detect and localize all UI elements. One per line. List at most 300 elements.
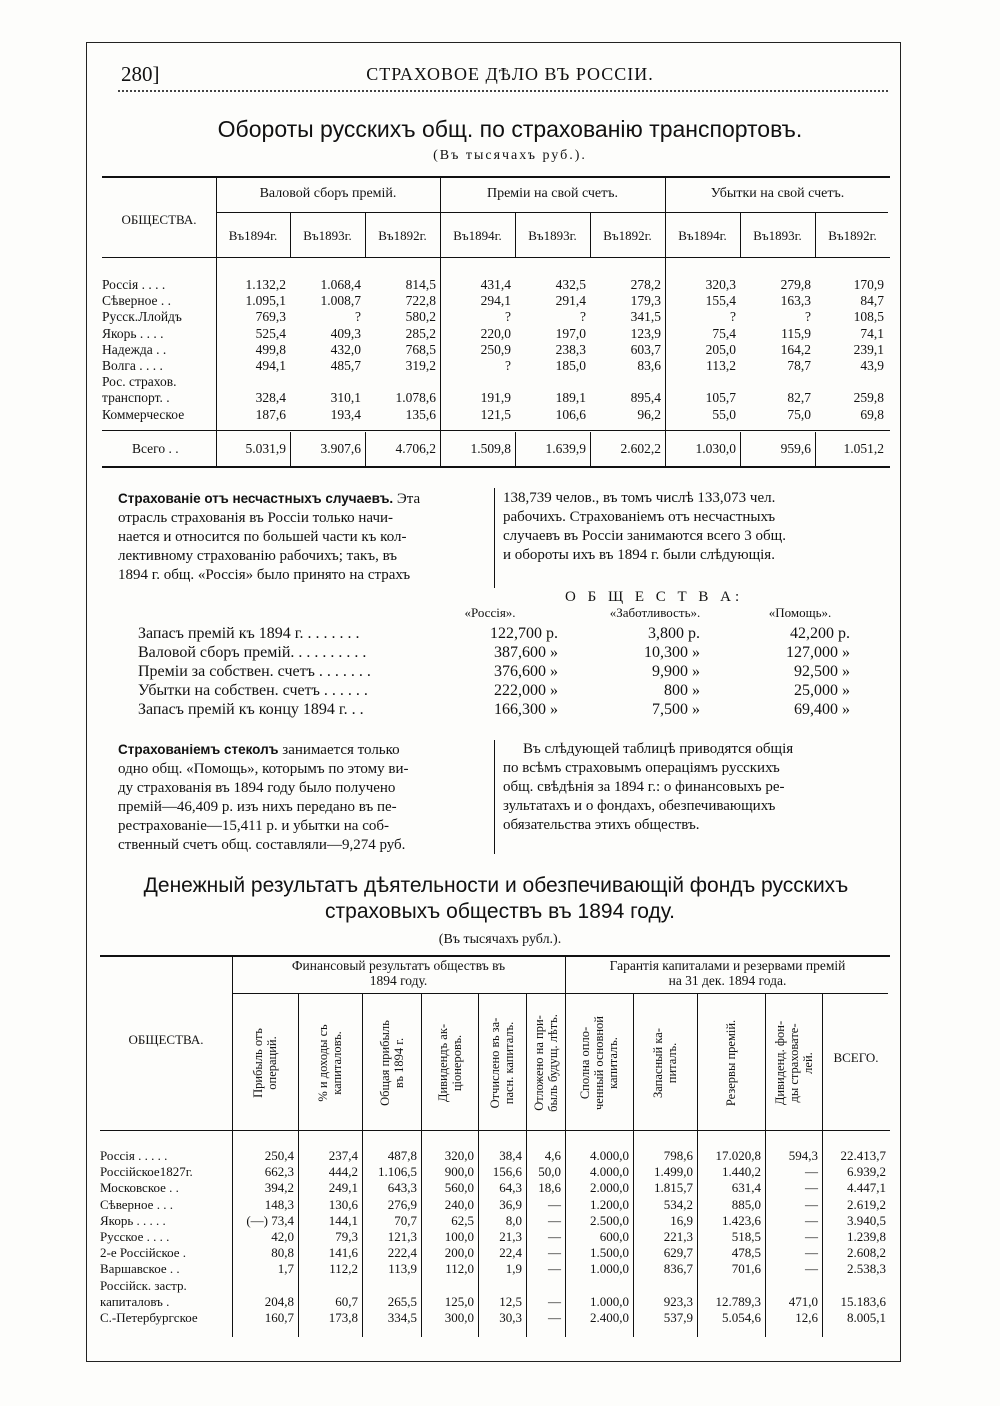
table-cell: 221,3 bbox=[663, 1229, 693, 1245]
table-cell: 60,7 bbox=[335, 1293, 358, 1309]
table-cell: — bbox=[548, 1261, 561, 1277]
table-cell: 122,700 р. bbox=[490, 625, 558, 642]
table-cell: 600,0 bbox=[599, 1229, 629, 1245]
society-name: капиталовъ . bbox=[100, 1293, 170, 1309]
table-cell bbox=[290, 374, 365, 390]
column-divider bbox=[494, 488, 495, 588]
table-cell: 300,0 bbox=[444, 1310, 474, 1326]
table-cell: — bbox=[548, 1196, 561, 1212]
table-cell: 238,3 bbox=[555, 341, 586, 357]
table1-year-header: Въ1894г. bbox=[228, 228, 278, 243]
glass-right-text: Въ слѣдующей таблицѣ приводятся общія по всѣмъ страховымъ операціямъ русскихъ общ. свѣдѣнія за 1894 г.: о финансовыхъ ре- зультатахъ и о фондахъ, обезпечивающихъ обязательства этихъ обществъ. bbox=[503, 741, 794, 833]
page-number: 280] bbox=[121, 62, 160, 86]
table-row bbox=[100, 1261, 890, 1277]
table-cell: 341,5 bbox=[630, 309, 661, 325]
table1-total-rule bbox=[102, 430, 890, 431]
table-cell: 1.499,0 bbox=[654, 1164, 693, 1180]
table-cell: 179,3 bbox=[630, 293, 661, 309]
table-cell bbox=[365, 374, 440, 390]
table1-total bbox=[102, 440, 888, 458]
table-cell: 113,9 bbox=[388, 1261, 417, 1277]
accident-right-text: 138,739 челов., въ томъ числѣ 133,073 чел. рабочихъ. Страхованіемъ отъ несчастныхъ случаевъ въ Россіи занимаются всего 3 общ. и обороты ихъ въ 1894 г. были слѣдующія. bbox=[503, 490, 786, 563]
table-cell bbox=[565, 1278, 633, 1294]
table-cell: 156,6 bbox=[492, 1164, 522, 1180]
table-cell: 409,3 bbox=[330, 325, 361, 341]
table3-group-rule bbox=[232, 993, 888, 994]
table-cell: ? bbox=[805, 309, 811, 325]
table-cell: 69,400 » bbox=[794, 701, 850, 718]
table-cell: 121,5 bbox=[480, 406, 511, 422]
table-cell: 1.509,8 bbox=[470, 441, 511, 456]
society-name: Сѣверное . . . bbox=[100, 1196, 173, 1212]
table-row bbox=[100, 1213, 890, 1229]
table-cell: 36,9 bbox=[499, 1196, 522, 1212]
table-cell: 239,1 bbox=[853, 341, 884, 357]
table-cell: 4.447,1 bbox=[847, 1180, 886, 1196]
table-cell: 135,6 bbox=[405, 406, 436, 422]
society-name: Коммерческое bbox=[102, 406, 185, 422]
table-cell: 43,9 bbox=[860, 358, 884, 374]
table3-group-guarantee: Гарантія капиталами и резервами премій на 31 дек. 1894 года. bbox=[609, 958, 846, 988]
table-cell: — bbox=[548, 1310, 561, 1326]
table-cell: 432,0 bbox=[330, 341, 361, 357]
table-cell: 4.000,0 bbox=[590, 1148, 629, 1163]
table-row bbox=[102, 342, 888, 358]
table-cell: 478,5 bbox=[731, 1245, 761, 1261]
table-cell: 594,3 bbox=[788, 1148, 818, 1163]
table-cell: 12,5 bbox=[499, 1293, 522, 1309]
table-cell: 2.619,2 bbox=[847, 1196, 886, 1212]
table3-col-header: Резервы премій. bbox=[724, 1019, 738, 1107]
table2-society: «Заботливость». bbox=[609, 605, 701, 620]
table-cell: 800 » bbox=[664, 682, 700, 699]
table-cell: 1.132,2 bbox=[245, 277, 286, 292]
table-cell bbox=[216, 374, 290, 390]
table-cell: 17.020,8 bbox=[715, 1148, 761, 1163]
table3-body bbox=[100, 1148, 890, 1326]
society-name: Варшавское . . bbox=[100, 1261, 180, 1277]
table-cell: ? bbox=[505, 358, 511, 374]
table-cell: 189,1 bbox=[555, 390, 586, 406]
table3-top-rule bbox=[100, 955, 890, 957]
table-cell: 885,0 bbox=[731, 1196, 761, 1212]
table-cell: 163,3 bbox=[780, 293, 811, 309]
accident-heading: Страхованіе отъ несчастныхъ случаевъ. bbox=[118, 491, 394, 506]
table-cell: 1.815,7 bbox=[654, 1180, 693, 1196]
row-label: Преміи за собствен. счетъ . . . . . . . bbox=[138, 663, 371, 680]
table-cell: 895,4 bbox=[630, 390, 661, 406]
society-name: Русск.Ллойдъ bbox=[102, 309, 182, 325]
table-cell bbox=[633, 1278, 697, 1294]
table-cell: 814,5 bbox=[405, 277, 436, 292]
table1-year-header: Въ1892г. bbox=[603, 228, 652, 243]
table-cell: 923,3 bbox=[663, 1293, 693, 1309]
table-cell: 1.030,0 bbox=[695, 441, 736, 456]
table-cell bbox=[232, 1278, 298, 1294]
table-row bbox=[138, 624, 858, 643]
table-cell: 291,4 bbox=[555, 293, 586, 309]
table-cell: 2.602,2 bbox=[620, 441, 661, 456]
table-cell: — bbox=[805, 1212, 818, 1228]
table-cell: (—) 73,4 bbox=[246, 1212, 294, 1228]
table-row bbox=[138, 662, 858, 681]
society-name: Россія . . . . . bbox=[100, 1148, 168, 1163]
table-cell: 285,2 bbox=[405, 325, 436, 341]
table-cell: — bbox=[805, 1164, 818, 1180]
table-cell: 80,8 bbox=[271, 1245, 294, 1261]
table-row bbox=[102, 293, 888, 309]
table-cell: 722,8 bbox=[405, 293, 436, 309]
table-row bbox=[102, 309, 888, 325]
table1-head-rule bbox=[102, 257, 890, 258]
table-cell: 15.183,6 bbox=[840, 1293, 886, 1309]
row-label: Запасъ премій къ концу 1894 г. . . bbox=[138, 701, 364, 718]
table1-year-header: Въ1894г. bbox=[453, 228, 502, 243]
table-cell: 334,5 bbox=[387, 1310, 417, 1326]
table-cell bbox=[665, 374, 740, 390]
table-cell bbox=[765, 1278, 822, 1294]
table1-year-header: Въ1892г. bbox=[378, 228, 427, 243]
table-cell: 42,0 bbox=[271, 1229, 294, 1245]
table-cell: 127,000 » bbox=[786, 644, 850, 661]
table-row bbox=[138, 643, 858, 662]
table-cell bbox=[440, 374, 515, 390]
table-row bbox=[138, 700, 858, 719]
table-cell: 74,1 bbox=[860, 325, 884, 341]
table-cell: 70,7 bbox=[394, 1212, 417, 1228]
table-cell: 112,0 bbox=[445, 1261, 474, 1277]
table-cell: 50,0 bbox=[538, 1164, 561, 1180]
table-cell: 222,4 bbox=[387, 1245, 417, 1261]
table1-body bbox=[102, 277, 888, 423]
table-cell bbox=[421, 1278, 478, 1294]
table-cell: 170,9 bbox=[853, 277, 884, 292]
table-cell: 320,3 bbox=[705, 277, 736, 292]
table-cell: 249,1 bbox=[328, 1180, 358, 1196]
table-row bbox=[102, 440, 888, 458]
glass-left-text: Страхованіемъ стеколъ занимается только одно общ. «Помощь», которымъ по этому ви- ду страхованія въ 1894 году было получено премій—46,409 р. изъ нихъ передано въ пе- рестрахованіе—15,411 р. и убытки на соб- ственный счетъ общ. составляли—9,274 руб. bbox=[118, 742, 409, 853]
table3-col-total: ВСЕГО. bbox=[833, 1050, 879, 1065]
society-name: Россійское1827г. bbox=[100, 1164, 193, 1180]
accident-left-text: Страхованіе отъ несчастныхъ случаевъ. Эта отрасль страхованія въ Россіи только начи- нается и относится по большей части къ кол- лективному страхованію рабочихъ; такъ, въ 1894 г. общ. «Россія» было принято на страхъ bbox=[118, 491, 421, 583]
table-cell bbox=[362, 1278, 421, 1294]
table-cell: 1.239,8 bbox=[847, 1229, 886, 1245]
table-cell bbox=[526, 1278, 565, 1294]
table1-year-header: Въ1892г. bbox=[828, 228, 877, 243]
table-cell: — bbox=[805, 1229, 818, 1245]
society-name: Рос. страхов. bbox=[102, 374, 177, 390]
table-cell: — bbox=[805, 1180, 818, 1196]
table-cell: 173,8 bbox=[328, 1310, 358, 1326]
table-cell: 69,8 bbox=[860, 406, 884, 422]
table-cell: 2.538,3 bbox=[847, 1261, 886, 1277]
table-cell: 10,300 » bbox=[644, 644, 700, 661]
table-row bbox=[102, 326, 888, 342]
table-cell: 141,6 bbox=[328, 1245, 358, 1261]
table-cell: 191,9 bbox=[480, 390, 511, 406]
table-cell: 485,7 bbox=[330, 358, 361, 374]
table3-col-header: Общая прибыль въ 1894 г. bbox=[377, 1020, 406, 1106]
table-cell: 166,300 » bbox=[494, 701, 558, 718]
table1-top-rule bbox=[102, 176, 890, 178]
table-cell: 1,7 bbox=[277, 1261, 294, 1277]
table-cell: 4,6 bbox=[544, 1148, 561, 1163]
table-cell: 580,2 bbox=[405, 309, 436, 325]
table-row bbox=[100, 1245, 890, 1261]
table-cell: 3,800 р. bbox=[648, 625, 700, 642]
table2-society: «Помощь». bbox=[768, 605, 832, 620]
table-cell: 4.000,0 bbox=[590, 1164, 629, 1180]
table-cell: 21,3 bbox=[499, 1229, 522, 1245]
table-cell: — bbox=[548, 1293, 561, 1309]
table-cell: 240,0 bbox=[444, 1196, 474, 1212]
society-name: Надежда . . bbox=[102, 341, 167, 357]
table-cell: 8.005,1 bbox=[847, 1310, 886, 1326]
table1-group-gross: Валовой сборъ премій. bbox=[259, 186, 397, 201]
table-cell: 2.000,0 bbox=[590, 1180, 629, 1196]
table-cell: 22.413,7 bbox=[840, 1148, 886, 1163]
table-cell: 5.031,9 bbox=[245, 441, 286, 456]
table1-col-societies: ОБЩЕСТВА. bbox=[121, 212, 197, 227]
table-cell: 1.106,5 bbox=[378, 1164, 417, 1180]
table-cell: 2.608,2 bbox=[847, 1245, 886, 1261]
table-cell: 1.008,7 bbox=[320, 293, 361, 309]
society-name: Россія . . . . bbox=[102, 277, 166, 292]
table-cell: 75,0 bbox=[787, 406, 811, 422]
table-cell: 144,1 bbox=[328, 1212, 358, 1228]
society-name: Русское . . . . bbox=[100, 1229, 170, 1245]
table-cell: 16,9 bbox=[670, 1212, 693, 1228]
table-cell: 220,0 bbox=[480, 325, 511, 341]
table-cell: 1.095,1 bbox=[245, 293, 286, 309]
table-cell: 471,0 bbox=[788, 1293, 818, 1309]
table-cell: 5.054,6 bbox=[722, 1310, 761, 1326]
table-cell bbox=[298, 1278, 362, 1294]
table-cell: — bbox=[805, 1261, 818, 1277]
table-row bbox=[100, 1294, 890, 1310]
table-cell: 22,4 bbox=[499, 1245, 522, 1261]
table1-group-own-premiums: Преміи на свой счетъ. bbox=[486, 186, 619, 201]
table-cell bbox=[815, 374, 888, 390]
table-cell: 276,9 bbox=[387, 1196, 417, 1212]
header-rule bbox=[118, 90, 888, 92]
table-row bbox=[100, 1229, 890, 1245]
table-cell: 537,9 bbox=[663, 1310, 693, 1326]
table2-body bbox=[138, 624, 858, 719]
table-cell: 1.068,4 bbox=[320, 277, 361, 292]
society-name: Якорь . . . . . bbox=[100, 1212, 166, 1228]
table-cell: 294,1 bbox=[480, 293, 511, 309]
table-cell: 1.639,9 bbox=[545, 441, 586, 456]
table-cell: 84,7 bbox=[860, 293, 884, 309]
table-cell: 160,7 bbox=[264, 1310, 294, 1326]
table-cell: 387,600 » bbox=[494, 644, 558, 661]
table-cell: 3.940,5 bbox=[847, 1212, 886, 1228]
table3-title: Денежный результатъ дѣятельности и обезпечивающій фондъ русскихъ bbox=[143, 874, 849, 897]
table-cell: 769,3 bbox=[255, 309, 286, 325]
table-cell: 148,3 bbox=[264, 1196, 294, 1212]
table-cell: 42,200 р. bbox=[790, 625, 850, 642]
table-cell: 6.939,2 bbox=[847, 1164, 886, 1180]
table-cell: 629,7 bbox=[663, 1245, 693, 1261]
table-cell: 701,6 bbox=[731, 1261, 761, 1277]
table-cell: 328,4 bbox=[255, 390, 286, 406]
column-divider bbox=[494, 740, 495, 854]
table-cell: 265,5 bbox=[387, 1293, 417, 1309]
table1-year-header: Въ1893г. bbox=[303, 228, 352, 243]
table-cell: 2.500,0 bbox=[590, 1212, 629, 1228]
table-cell: 205,0 bbox=[705, 341, 736, 357]
table-cell: 1.000,0 bbox=[590, 1261, 629, 1277]
table-cell: — bbox=[805, 1245, 818, 1261]
table-cell: 123,9 bbox=[630, 325, 661, 341]
table-cell: 320,0 bbox=[444, 1148, 474, 1163]
table-cell bbox=[740, 374, 815, 390]
table-row bbox=[100, 1310, 890, 1326]
table-cell: 108,5 bbox=[853, 309, 884, 325]
table-cell: 250,4 bbox=[264, 1148, 294, 1163]
table-row bbox=[102, 358, 888, 374]
society-name: Россійск. застр. bbox=[100, 1277, 187, 1293]
row-label: Валовой сборъ премій. . . . . . . . . . bbox=[138, 644, 367, 661]
table-cell: 25,000 » bbox=[794, 682, 850, 699]
table-cell: 9,900 » bbox=[652, 663, 700, 680]
table-cell: 112,2 bbox=[329, 1261, 358, 1277]
table-cell: 222,000 » bbox=[494, 682, 558, 699]
table-cell: 4.706,2 bbox=[395, 441, 436, 456]
glass-heading: Страхованіемъ стеколъ bbox=[118, 742, 279, 757]
table-cell: 79,3 bbox=[335, 1229, 358, 1245]
table-cell: 62,5 bbox=[451, 1212, 474, 1228]
table-cell: 164,2 bbox=[780, 341, 811, 357]
table2-society: «Россія». bbox=[464, 605, 516, 620]
table1-units: (Въ тысячахъ руб.). bbox=[433, 148, 587, 163]
table3-col-header: Отчислено въ за- пасн. капиталъ. bbox=[488, 1017, 516, 1109]
table-cell: 200,0 bbox=[444, 1245, 474, 1261]
table-cell: 768,5 bbox=[405, 341, 436, 357]
table-cell: — bbox=[548, 1245, 561, 1261]
table3-col-header: Дивидендъ ак- ціонеровъ. bbox=[435, 1023, 464, 1103]
table3-col-header: Дивиденд. фон- ды страховате- лей. bbox=[772, 1020, 815, 1106]
table-cell: 518,5 bbox=[731, 1229, 761, 1245]
table-cell: 1.423,6 bbox=[722, 1212, 761, 1228]
table-cell: 643,3 bbox=[387, 1180, 417, 1196]
table-cell: 82,7 bbox=[787, 390, 811, 406]
table3-col-header: Прибыль отъ операций. bbox=[251, 1028, 279, 1098]
table-cell: 836,7 bbox=[663, 1261, 693, 1277]
table-row bbox=[100, 1278, 890, 1294]
table-row bbox=[100, 1180, 890, 1196]
table-cell: 432,5 bbox=[555, 277, 586, 292]
table-cell: 12,6 bbox=[795, 1310, 818, 1326]
row-label: Запасъ премій къ 1894 г. . . . . . . . bbox=[138, 625, 360, 642]
table-cell: 2.400,0 bbox=[590, 1310, 629, 1326]
table-cell: 96,2 bbox=[637, 406, 661, 422]
table-cell: 105,7 bbox=[705, 390, 736, 406]
table-cell: 376,600 » bbox=[494, 663, 558, 680]
table-cell: ? bbox=[355, 309, 361, 325]
table-cell: 204,8 bbox=[264, 1293, 294, 1309]
table-cell: 12.789,3 bbox=[715, 1293, 761, 1309]
table-cell: 525,4 bbox=[255, 325, 286, 341]
society-name: Сѣверное . . bbox=[102, 293, 172, 309]
table-cell: 18,6 bbox=[538, 1180, 561, 1196]
table1-year-header: Въ1893г. bbox=[528, 228, 577, 243]
table-cell: 1.440,2 bbox=[722, 1164, 761, 1180]
table-cell: 603,7 bbox=[630, 341, 661, 357]
table-cell: ? bbox=[730, 309, 736, 325]
table-row bbox=[100, 1148, 890, 1164]
table-cell: 1.500,0 bbox=[590, 1245, 629, 1261]
table-cell: ? bbox=[505, 309, 511, 325]
table-cell: 185,0 bbox=[555, 358, 586, 374]
table-row bbox=[100, 1197, 890, 1213]
table-cell: 193,4 bbox=[330, 406, 361, 422]
table-cell: 3.907,6 bbox=[320, 441, 361, 456]
table-cell: 259,8 bbox=[853, 390, 884, 406]
table-cell: 310,1 bbox=[330, 390, 361, 406]
table-cell: 959,6 bbox=[780, 441, 811, 456]
table-cell: 113,2 bbox=[706, 358, 736, 374]
running-title: СТРАХОВОЕ ДѢЛО ВЪ РОССІИ. bbox=[366, 64, 654, 84]
table-cell: 278,2 bbox=[630, 277, 661, 292]
row-label: Убытки на собствен. счетъ . . . . . . bbox=[138, 682, 368, 699]
table-cell: 631,4 bbox=[731, 1180, 761, 1196]
table1-year-header: Въ1894г. bbox=[678, 228, 727, 243]
table-cell: 106,6 bbox=[555, 406, 586, 422]
society-name: Якорь . . . . bbox=[102, 325, 164, 341]
table-cell: 499,8 bbox=[255, 341, 286, 357]
table-row bbox=[102, 277, 888, 293]
table-cell: 197,0 bbox=[555, 325, 586, 341]
table-cell: 115,9 bbox=[781, 325, 811, 341]
table-cell: 560,0 bbox=[444, 1180, 474, 1196]
table-cell: 125,0 bbox=[444, 1293, 474, 1309]
table-cell: — bbox=[805, 1196, 818, 1212]
table-cell: 121,3 bbox=[387, 1229, 417, 1245]
table3-col-header: Запасный ка- питалъ. bbox=[651, 1028, 679, 1098]
table-cell: 494,1 bbox=[255, 358, 286, 374]
table-cell: 1.200,0 bbox=[590, 1196, 629, 1212]
table1-group-own-losses: Убытки на свой счетъ. bbox=[710, 186, 845, 201]
table-cell: 55,0 bbox=[712, 406, 736, 422]
table-cell: 798,6 bbox=[663, 1148, 693, 1163]
table-cell: 394,2 bbox=[264, 1180, 294, 1196]
table1-group-rule bbox=[216, 212, 888, 213]
table-row bbox=[102, 374, 888, 390]
table-cell: 1.078,6 bbox=[395, 390, 436, 406]
table3-head-rule bbox=[100, 1130, 890, 1131]
society-name: Волга . . . . bbox=[102, 358, 163, 374]
table-cell bbox=[478, 1278, 526, 1294]
table-cell: 662,3 bbox=[264, 1164, 294, 1180]
table3-col-header: % и доходы съ капиталовъ. bbox=[316, 1024, 344, 1102]
table-cell: 155,4 bbox=[705, 293, 736, 309]
table-cell: 100,0 bbox=[444, 1229, 474, 1245]
table-cell: 279,8 bbox=[780, 277, 811, 292]
table-cell: 444,2 bbox=[328, 1164, 358, 1180]
table-cell: 1.051,2 bbox=[843, 441, 884, 456]
table-cell: 8,0 bbox=[505, 1212, 522, 1228]
table3-col-header: Отложено на при- быль будущ. лѣтъ. bbox=[531, 1014, 560, 1112]
table-cell bbox=[697, 1278, 765, 1294]
table-cell: 237,4 bbox=[328, 1148, 358, 1163]
table-cell: 487,8 bbox=[387, 1148, 417, 1163]
table-cell: 250,9 bbox=[480, 341, 511, 357]
table-cell bbox=[515, 374, 590, 390]
table-cell: 92,500 » bbox=[794, 663, 850, 680]
table3-group-financial: Финансовый результатъ обществъ въ 1894 году. bbox=[291, 958, 506, 988]
